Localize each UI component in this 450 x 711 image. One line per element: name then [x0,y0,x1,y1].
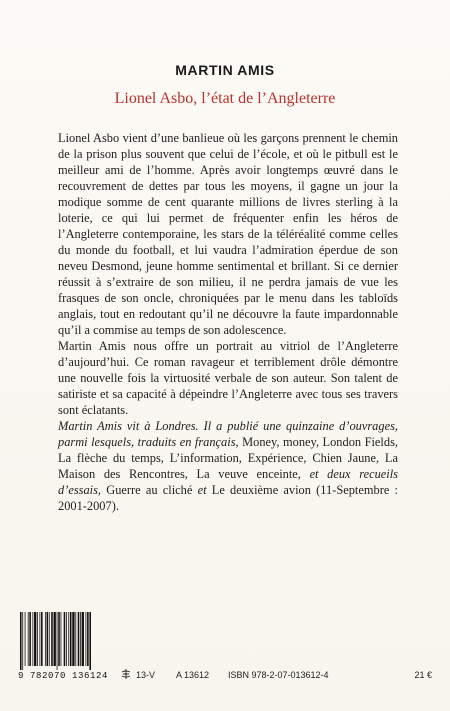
footer-isbn: ISBN 978-2-07-013612-4 [228,670,329,680]
author-bio [58,418,398,514]
publisher-logo-icon [120,668,132,680]
bio-essay-1: Guerre au cliché [106,483,193,497]
footer-ref: A 13612 [176,670,210,680]
blurb-paragraph-2: Martin Amis nous offre un portrait au vitriol de l’Angleterre d’aujourd’hui. Ce roman ravageur et terriblement drôle démontre une nouvelle fois la virtuosité verbale de son auteur. Son talent de satiriste et sa capacité à dépeindre l’Angleterre avec tous ses travers sont éclatants. [58,339,398,417]
footer-price: 21 € [414,670,432,680]
barcode-digits: 9 782070 136124 [18,671,109,681]
barcode [18,612,118,682]
bio-intro: Martin Amis vit à Londres. Il a publié une quinzaine d’ouvrages, parmi lesquels, traduits en français, [58,419,398,449]
footer-code: 13-V [136,670,156,680]
blurb-paragraph-1: Lionel Asbo vient d’une banlieue où les garçons prennent le chemin de la prison plus souvent que celui de l’école, et où le pitbull est le meilleur ami de l’homme. Après avoir longtemps œuvré dans le recouvrement de dettes par tous les moyens, il gagne un jour la modique somme de cent quarante millions de livres sterling à la loterie, ce qui lui permet de fréquenter enfin les héros de l’Angleterre contemporaine, les stars de la téléréalité comme celles du monde du football, et lui vaudra l’admiration éperdue de son neveu Desmond, jeune homme sentimental et brillant. Si ce dernier réussit à s’extraire de son milieu, il ne perdra jamais de vue les frasques de son oncle, chroniquées par le menu dans les tabloïds anglais, tout en redoutant qu’il ne découvre la faute impardonnable qu’il a commise au temps de son adolescence. [58,131,398,337]
bio-essay-2: Le deuxième avion (11-Septembre : 2001-2007). [58,483,398,513]
barcode-bars [18,612,118,670]
book-title: Lionel Asbo, l’état de l’Angleterre [114,90,336,107]
blurb [58,130,398,514]
bio-essays-intro: et deux recueils d’essais, [58,467,398,497]
author-name: MARTIN AMIS [175,62,275,78]
bio-and: et [197,483,207,497]
bio-works: Money, money, London Fields, La flèche du temps, L’information, Expérience, Chien Jaune, La Maison des Rencontres, La veuve enceinte, [58,435,398,481]
